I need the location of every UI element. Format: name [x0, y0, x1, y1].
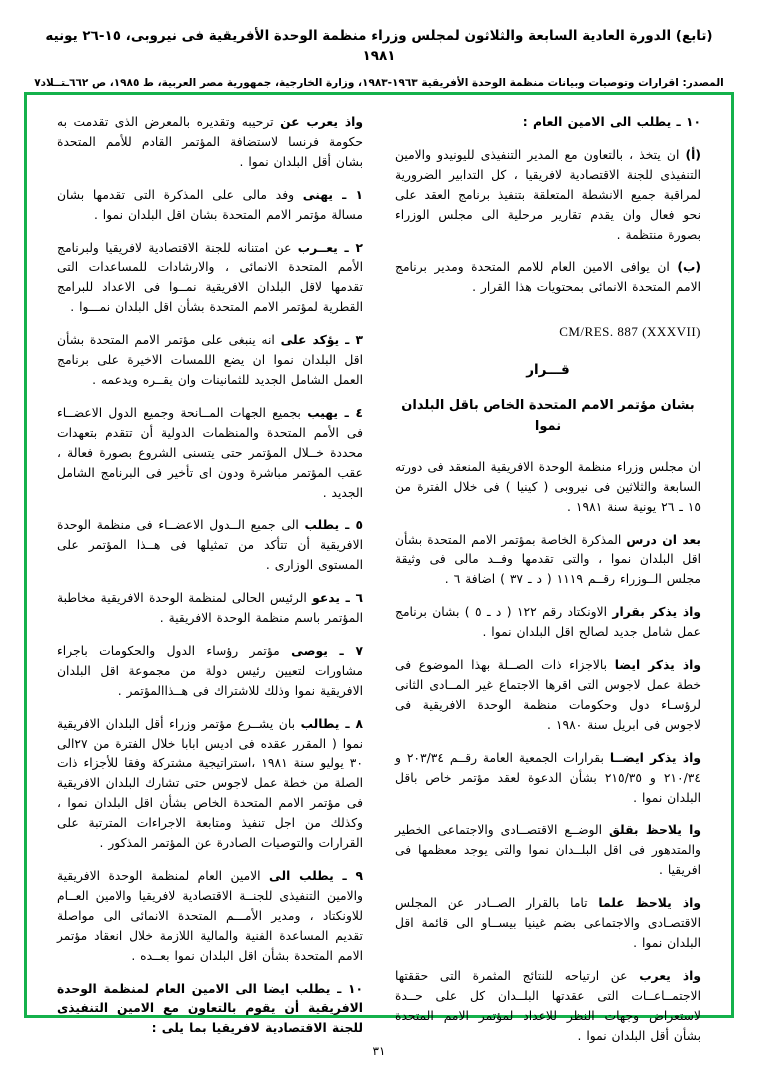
paragraph — [57, 642, 363, 702]
paragraph-text: بجميع الجهات المــانحة وجميع الدول الاعضــاء فى الأمم المتحدة والمنظمات الدولية أن تتقدم بتعهدات محددة خــلال المؤتمر حتى يتسنى الشروع بصورة فعالة ، عقب المؤتمر مباشرة ودون اى تأخير فى البرنامج الشامل الجديد . — [57, 405, 363, 500]
paragraph-lead: ٦ ـ يدعو — [312, 591, 363, 606]
paragraph-text: عن امتنانه للجنة الاقتصادية لافريقيا ولبرنامج الأمم المتحدة الانمائى ، والارشادات للمساعدات التى تقدمها لاقل البلدان الافريقية نمــوا فى الاعداد للبرامج القطرية لمؤتمر الامم المتحدة بشأن اقل البلدان نمـــوا . — [57, 240, 363, 315]
paragraph-text: الامين العام لمنظمة الوحدة الافريقية والامين التنفيذى للجنــة الاقتصادية لافريقيا والامين العــام للاونكتاد ، ومدير الأمـــم المتحدة الانمائى الى مواصلة تقديم المساعدة الفنية والمالية اللازمة خلال انعقاد مؤتمر الامم المتحدة بشأن اقل البلدان نموا بعــده . — [57, 869, 363, 963]
paragraph-lead: ٣ ـ يؤكد على — [280, 333, 363, 348]
paragraph-lead: ١٠ ـ يطلب الى الامين العام : — [522, 115, 701, 129]
header-title: (تابع) الدورة العادية السابعة والثلاثون لمجلس وزراء منظمة الوحدة الأفريقية فى نيروبى، ١٥-٢٦ يونيه ١٩٨١ — [45, 28, 713, 65]
resolution-subject: بشان مؤتمر الامم المتحدة الخاص باقل البلدان نموا — [401, 398, 695, 435]
column-right — [379, 113, 709, 1043]
paragraph — [395, 146, 701, 246]
paragraph-text: مؤتمر رؤساء الدول والحكومات باجراء مشاورات لتعيين رئيس دولة من مجموعة اقل البلدان الافريقية نموا وذلك للاشتراك فى هــذاالمؤتمر . — [57, 643, 363, 698]
content-columns — [27, 95, 731, 1043]
paragraph — [57, 867, 363, 967]
resolution-heading: قـــرار — [526, 362, 570, 379]
paragraph-text: الامين العام لمنظمة الوحدة الافريقية أن يقوم بالتعاون مع الامين التنفيذى للجنة الاقتصادية لافريقيا بما يلى : — [57, 981, 363, 1036]
paragraph — [57, 516, 363, 576]
paragraph-text: انه ينبغى على مؤتمر الامم المتحدة بشأن اقل البلدان نموا ان يضع اللمسات الاخيرة على برنامج العمل الشامل الجديد للثمانينات وان يقــره ويدعمه . — [57, 333, 363, 387]
paragraph-lead: واذ يلاحظ علما — [598, 896, 702, 911]
paragraph-lead: واذ يعرب — [639, 968, 701, 983]
paragraph-text: عن ارتياحه للنتائج المثمرة التى حققتها الاجتمــاعــات التى عقدتها البلــدان كل على حــدة لاستعراض وجهات النظر للاعداد لمؤتمر الامم المتحدة بشأن أقل البلدان نموا . — [395, 968, 701, 1043]
paragraph — [57, 715, 363, 854]
paragraph — [395, 967, 701, 1047]
paragraph — [57, 239, 363, 319]
paragraph-text: الاونكتاد رقم ١٢٢ ( د ـ ٥ ) بشان برنامج عمل شامل جديد لصالح اقل البلدان نموا . — [395, 605, 701, 640]
header-source: المصدر: اقرارات وتوصيات وبيانات منظمة الوحدة الأفريقية ١٩٦٣-١٩٨٣، وزارة الخارجية، جمهورية مصر العربية، ط ١٩٨٥، ص ٦٦٢ـتــلاد٧ — [34, 76, 724, 89]
paragraph — [57, 186, 363, 226]
paragraph-lead: ٢ ـ يعــرب — [297, 240, 363, 255]
paragraph — [395, 458, 701, 518]
paragraph-lead: ٥ ـ يطلب — [304, 518, 363, 533]
paragraph-text: ان يوافى الامين العام للامم المتحدة ومدير برنامج الامم المتحدة الانمائى بمحتويات هذا القرار . — [395, 260, 701, 295]
paragraph-lead: ٨ ـ يطالب — [300, 716, 363, 731]
paragraph-text: ترحيبه وتقديره بالمعرض الذى تقدمت به حكومة فرنسا لاستضافة المؤتمر القادم للأمم المتحدة بشان أقل البلدان نموا . — [57, 115, 363, 169]
paragraph-text: بان يشــرع مؤتمر وزراء أقل البلدان الافريقية نموا ( المقرر عقده فى اديس ابابا خلال الفترة من ٢٧الى ٣٠ يوليو سنة ١٩٨١ ،استراتيجية مشتركة وفقا للأجزاء ذات الصلة من خطة عمل لاجوس حتى تشارك البلدان الافريقية فى مؤتمر الامم المتحدة الخاص بشأن اقل البلدان نموا ، وكذلك من اجل تنفيذ ومتابعة الاجراءات المترتبة على القرارات والتوصيات الصادرة عن المؤتمر المذكور . — [57, 716, 363, 851]
paragraph-lead: واذ يذكر ايضا — [614, 658, 701, 673]
page-number: ٣١ — [372, 1044, 386, 1058]
paragraph-text: المذكرة الخاصة بمؤتمر الامم المتحدة بشأن اقل البلدان نموا ، والتى تقدمها وفــد مالى فى وثيقة مجلس الــوزراء رقــم ١١١٩ ( د ـ ٣٧ ) اضافة ٦ . — [395, 532, 701, 587]
paragraph — [395, 821, 701, 881]
paragraph-text: تاما بالقرار الصــادر عن المجلس الاقتصـادى والاجتماعى بضم غينيا بيســاو الى قائمة اقل البلدان نموا . — [395, 896, 701, 950]
paragraph-lead: (أ) — [685, 147, 701, 162]
paragraph-text: بقرارات الجمعية العامة رقــم ٢٠٣/٣٤ و ٢١٠/٣٤ و ٢١٥/٣٥ بشأن الدعوة لعقد مؤتمر خاص باقل البلدان نموا . — [395, 750, 701, 805]
paragraph-lead: ٤ ـ يهيب — [307, 405, 363, 420]
paragraph — [395, 656, 701, 736]
paragraph-text: الرئيس الحالى لمنظمة الوحدة الافريقية مخاطبة المؤتمر باسم منظمة الوحدة الافريقية . — [57, 591, 363, 626]
paragraph-lead: وا يلاحظ بقلق — [608, 823, 701, 838]
paragraph — [57, 113, 363, 173]
paragraph-text: ان يتخذ ، بالتعاون مع المدير التنفيذى لليونيدو والامين التنفيذى للجنة الاقتصادية لافريقيا ، كل التدابير الضرورية لمراقبة جميع الانشطة المتعلقة بتنفيذ برنامج العقد على نحو فعال وان يقدم تقارير مرحلية الى مجلس الوزراء بصورة منتظمة . — [395, 147, 701, 242]
paragraph — [395, 258, 701, 298]
column-left — [49, 113, 379, 1036]
paragraph-text: الوضــع الاقتصــادى والاجتماعى الخطير والمتدهور فى اقل البلــدان نموا والتى يوجد معظمها فى افريقيا . — [395, 823, 701, 878]
paragraph — [57, 404, 363, 504]
paragraph-lead: واذ يذكر ايضــا — [609, 750, 701, 765]
paragraph — [395, 531, 701, 591]
paragraph-lead: واذ يذكر بقرار — [612, 605, 701, 620]
paragraph — [57, 331, 363, 391]
paragraph-lead: ٩ ـ يطلب الى — [269, 869, 364, 883]
paragraph-lead: (ب) — [677, 260, 701, 275]
paragraph-text: بالاجزاء ذات الصــلة بهذا الموضوع فى خطة عمل لاجوس التى اقرها الاجتماع غير المــادى الثانى لرؤسـاء دول وحكومات منظمة الوحدة الافريقية فى لاجوس فى ابريل سنة ١٩٨٠ . — [395, 658, 701, 732]
paragraph-text: الى جميع الــدول الاعضــاء فى منظمة الوحدة الافريقية أن تتأكد من تمثيلها فى هــذا المؤتمر على المستوى الوزارى . — [57, 518, 363, 573]
paragraph — [57, 980, 363, 1040]
resolution-code: CM/RES. 887 (XXXVII) — [559, 324, 701, 340]
paragraph — [395, 603, 701, 643]
paragraph-text: ان مجلس وزراء منظمة الوحدة الافريقية المنعقد فى دورته السابعة والثلاثين فى نيروبى ( كينيا ) فى خلال الفترة من ١٥ ـ ٢٦ يونية سنة ١٩٨١ . — [395, 459, 701, 514]
paragraph-lead: بعد ان درس — [626, 532, 702, 547]
paragraph-lead: ٧ ـ يوصى — [291, 643, 364, 658]
paragraph-lead: ١٠ ـ يطلب ايضا الى — [235, 981, 363, 996]
paragraph-text: وفد مالى على المذكرة التى تقدمها بشان مسالة مؤتمر الامم المتحدة بشان اقل البلدان نموا . — [57, 187, 363, 222]
paragraph — [395, 894, 701, 954]
paragraph-lead: ١ ـ يهنى — [302, 187, 363, 202]
paragraph — [395, 749, 701, 809]
paragraph — [57, 589, 363, 629]
paragraph — [395, 113, 701, 133]
page-header — [0, 0, 758, 91]
paragraph-lead: واذ يعرب عن — [280, 115, 363, 129]
content-frame — [24, 92, 734, 1043]
